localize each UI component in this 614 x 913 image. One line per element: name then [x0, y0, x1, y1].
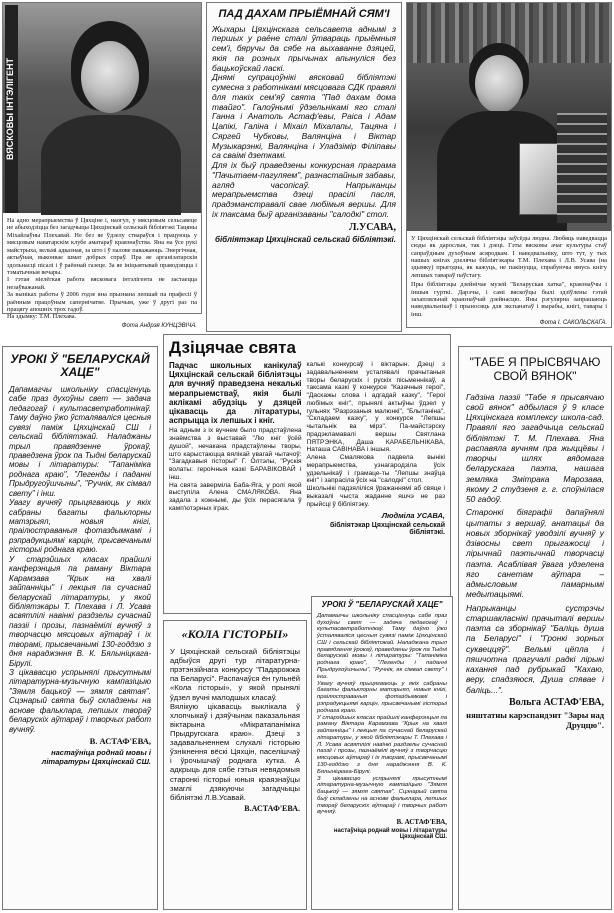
photo-caption: У Цяхцінскай сельскай бібліятэцы заўсёды людна. Любяць наведвацца сюды як дарослыя, так і дзеці. Гэты вясковы ачаг культуры стаў сапраўдным духоўным асяродкам. І наведвальніку, што тут, у тых нашых кнігах дзелячы бібліятэкары Т.М. Плехава і Л.В. Усава (на здымку) прыгодна, як кажуць, не пакінуцца, спрабуючы ямусь кнігу лепшых тавараў паўстагу. — [411, 235, 607, 279]
article-childrens-holiday — [163, 334, 451, 614]
article-body: Дапамагчы школьніку спасцігнуць сабе праз духоўны свет — задача педагогаў і культасветработнікаў. Таму даўно ўжо ўсталяваліся цесныя сувязі паміж Цяхцінскай СШ і сельскай бібліятэкай. Наладжана трыл правядзення ўрокаў, праведзены ўрок па Тыдні беларускай мовы і літаратуры: "Тапаніміка роднага краю", "Легенды і паданні Прыдругоўшчыны", "Ручнік, як сімвал свету" і інш. — [317, 612, 447, 680]
portrait-photo — [3, 3, 201, 213]
article-body-4: З цікавасцю успрынялі прысутнымі літаратурна-музычную кампазіцыю "Зямля бацькоў — зямля святая". Сцэнарый свята быў складзены на аснове фальклара, лепшых твораў беларускіх аўтараў і творчых работ вучняў. — [317, 775, 447, 816]
article-dedicate-wreath — [458, 346, 612, 910]
article-rural-intelligent — [2, 2, 202, 329]
author-name: Людміла УСАВА, — [381, 510, 445, 520]
author-role: бібліятэкар Цяхцінскай сельскай бібліятэкі. — [215, 234, 396, 244]
article-foster-family — [206, 2, 402, 332]
author-role: няштатны карэспандэнт "Зары над Друццю". — [466, 709, 604, 730]
librarian-face — [475, 55, 523, 113]
article-body: Гадзіна паэзіі "Табе я прысвячаю свой вянок" адбылася ў 9 класе Цяхцінскага комплексу школа-сад. Правялі яго загадчыца сельскай бібліятэкі Т. М. Плехава. Яна распавяла вучням пра жыццёвы і творчы шлях вядомага беларускага паэта, нашага земляка Змітрака Марозава, якому 2 студзеня г. г. споўнілася 50 гадоў. — [466, 391, 604, 505]
article-lead: Падчас школьных канікулаў Цяхцінскай сельскай бібліятэцы для вучняў праведзена некалькі мерапрыемстваў, якія былі аклікамі абудзіць у дзяцей цікавасць да літаратуры, аспрыцца іх лепшых і кніг. — [169, 361, 302, 426]
portrait-face — [81, 41, 139, 113]
article-body-2: Старонкі біяграфіі дапаўнялі цытаты з вершаў, анатацыі да новых зборнікаў уводзілі вучняў у дзівосны свет прыгажосці і лірычнай паэтычнай творчасці паэта. Асаблівая ўвага удзелена яго санетам аўтара – адмысловым памарнымі медытацыямі. — [466, 507, 604, 600]
article-lessons-left — [2, 346, 158, 910]
article-body: На адно мерапрыемства ў Цяхціне і, наогул, у мясцовым сельсавеце не абыходзіцца без загадчыцы Цяхцінскай сельскай бібліятэкі Тацяны Міхайлаўны Плехавай. Не без яе ўдзелу ствараўся і працуюць у мясцовым наватарскім клубе аматараў краязнаўства. Яна на ўсе рукі майстрыха, вельмі адказная, за што і ў палове паважаюць. Энергічная, актыўная, выконвае шмат добрых спраў. Пра яе арганізатарскія здольнасці пісалі і ў раённай газеце. За яе ініцыятывай праводзяцца і тэматычныя вечары. — [7, 217, 197, 276]
section-vertical-title: ВЯСКОВЫ ІНТЭЛІГЕНТ — [5, 5, 18, 213]
article-body-3: За выніках работы ў 2006 годзе яна прызнана лепшай па прафесіі ў раённым працоўным сапернічатве. Прычым, уже ў другі раз па працягу апошніх трох гадоў. — [7, 291, 197, 314]
photo-caption: На здымку: Т.М. Плехава. — [7, 313, 77, 321]
article-body-2: Вялікую цікавасць выклікала ў хлопчыкаў і дзяўчынак паказальная віктарына «Мікратапаніміка Прыдругскага краю». Дзеці з задавальненнем слухалі гісторыю ўзнікнення вёскі Цяхцін, паселішчаў і ўрочышчаў роднага кутка. А адкрыць для сябе гэтыя невядомыя старонкі гісторыі юныя краязнаўцы змаглі дзякуючы загадчыцы бібліятэкі Л.В.Усавай. — [170, 701, 300, 802]
article-title: УРОКІ Ў "БЕЛАРУСКАЙ ХАЦЕ" — [10, 352, 150, 380]
author-name: Л.УСАВА, — [349, 221, 396, 233]
author-name: В.АСТАФ'ЕВА. — [244, 803, 300, 813]
article-body-4: Алена Смалякова падвела вынікі мерапрыемства, узнагародзіла ўсіх удзельнікаў і грамаце-ты "Лепшы знаўца кніг" і запрасіла ўсіх на "салодкі" стол. — [306, 454, 445, 485]
article-title: ПАД ДАХАМ ПРЫЁМНАЙ СЯМ'І — [218, 8, 390, 20]
article-body-2: І гэтая ніелёгкая работа вясковага інтэлігента не застаецца незаўважанай. — [7, 276, 197, 291]
article-body-2: На свята заверміла Баба-Яга, у ролі якой выступіла Алена СМАЛЯКОВА. Яна задала з кожнымі, ды ўсіх перасягала ў камп'ютэрных іграх. — [169, 481, 302, 512]
author-name: В. АСТАФ'ЕВА, — [396, 818, 447, 827]
author-name: Вольга АСТАФ'ЕВА, — [509, 696, 604, 708]
article-body-3: Напрыканцы сустрэчы старшакласнікі прачыталі вершы паэта са зборнікаў "Баліць душа па Беларусі" і "Гронкі зорных суквеццяў". Вельмі цёпла і пяшчотна прагучалі радкі лірыкі кахання пад рубрыкай "Кахаю, веру, спадзяюся, Душа спявае і баліць...". — [466, 602, 604, 695]
article-wheel-of-history — [163, 620, 307, 910]
article-body-2: Днямі супрацоўнікі вясковай бібліятэкі сумесна з работнікамі мясцовага СДК правялі для такіх сем'яў свята "Пад дахам дома твайго". Галоўнымі ўдзельнікамі яго сталі Ганна і Анатоль Астаф'евы, Раіса і Адам Цапікі, Галіна і Міхаіл Міхалапы, Тацяна і Сяргей Чубковы, Валянціна і Віктар Музыкарэнкі, Валянціна і Уладзімір Філіпавы са сваімі дзеткамі. — [212, 72, 396, 161]
photo-credit: Фота І. САКОЛЬСКАГА. — [539, 319, 607, 326]
library-photo — [407, 3, 611, 231]
article-body-3: У старэйшых класах прайшлі канферэнцыя па раману Віктара Карамзава "Крык на хвалі зайпанніцы" і лекцыя па сучаснай беларускай літаратуры, у якой бібліятэкары Т. Плехава і Л. Усава асвятлілі навінкі раздзелы сучаснай паэзіі і прозы, пазнаёмілі вучняў з творчасцю мясцовых аўтараў і іх творамі, прысвечанымі 130-годдзю з дня нараджэння В. К. Бялыніцкага-Бірулі. — [9, 554, 151, 668]
article-title: УРОКІ Ў "БЕЛАРУСКАЙ ХАЦЕ" — [321, 600, 443, 609]
article-body-3: У старэйшых класах прайшлі канферэнцыя па раману Віктара Карамзава "Крык на хвалі зайпанніцы" і лекцыя па сучаснай беларускай літаратуры, у якой бібліятэкары Т. Плехава і Л. Усава асвятлілі навінкі раздзелы сучаснай паэзіі і прозы, пазнаёмілі вучняў з творчасцю мясцовых аўтараў і іх творамі, прысвечанымі 130-годдзю з дня нараджэння В. К. Бялыніцкага-Бірулі. — [317, 714, 447, 775]
article-title: «КОЛА ГІСТОРЫІ» — [181, 627, 289, 641]
photo-caption-2: Пры бібліятэцы дзейнічае музей "Беларуская хатка", краязнаўчы і іншыя гурткі. Дарэчы, і самі вяскоўцы былі здзіўлены гэтай захапляльнай краязнаўчай дзейнасцю. Яны рэгулярна запрашаюць наведвальнікаў і прыносяць для экспанатаў і вырабы, кнігі, тавары і інш. — [411, 281, 607, 318]
author-name: В. АСТАФ'ЕВА, — [89, 736, 151, 747]
article-body-2: Увагу вучняў прыцягваюць у якіх сабраны багаты фальклорны матэрыял, новыя кнігі, праілюстраваныя фотаздымкамі і рэпрадукцыямі карцін, прысвечанымі гісторыі роднага краю. — [9, 498, 151, 555]
article-body: Жыхары Цяхцінскага сельсавета аднымі з першых у раёне сталі ўтвараць прыёмныя сем'і, бяручы да сябе на выхаванне дзяцей, якія па розных прычынах апынуліся без бацькоўскай ласкі. — [212, 23, 396, 73]
author-role: настаўніца роднай мовы і літаратуры Цяхцінскай СШ. — [41, 748, 151, 767]
article-body-2: Увагу вучняў прыцягваюць у якіх сабраны багаты фальклорны матэрыял, новыя кнігі, праілюстраваныя фотаздымкамі і рэпрадукцыямі карцін, прысвечанымі гісторыі роднага краю. — [317, 680, 447, 714]
article-body-3: калькі конкурсаў і віктарын. Дзеці з задавальненнем усталявалі прачытаныя творы беларускіх і рускіх пісьменнікаў, а таксама казкі ў конкурсе "Казачныя героі", "Даскажы слова і адгадай казку", "Героі любімых кніг", прынялі актыўны ўдзел у гульнях "Разрэзаныя малюнкі", "Блытаніна", "Складаем казку", у конкурсе "Лепшы чытальнік ва мірэ". Па-майстэрску прадэкламавалі вершы Святлана ПЯТРЭНКА, Даша КАРАБЕЛЬНІКАВА, Наташа САВІНАВА і іншыя. — [306, 361, 445, 454]
article-body: На адным з іх вучнем было прадстаўлена знаёмства з выставай "Лю кніг ўсёй душой", нечакана прадстаўлены творы, што карыстаюцца вялікай увагай чытачоў: "Загадкавыя гісторыі" Г. Олтэлы, "Рускія волаты: героічныя казкі БАРАВІКОВАЙ і інш. — [169, 427, 302, 481]
article-body-5: Школьнікі падзяліліся ўражаннямі аб свяце і выказалі чыста жаданне яшчэ не раз прыйсці ў бібліятэку. — [306, 485, 445, 508]
article-body-3: Для іх быў праведзены конкурсная праграма "Пачытаем-пагуляем", разнастайныя забавы, агляд часопісаў. Напрыканцы мерапрыемства дзеці прасілі пасля, прадэманстравалі свае любімыя вершы. Для іх таксама быў арганізаваны "салодкі" стол. — [212, 160, 396, 219]
article-title: "ТАБЕ Я ПРЫСВЯЧАЮ СВОЙ ВЯНОК" — [469, 355, 601, 383]
article-lessons-middle — [311, 596, 453, 910]
author-role: настаўніца роднай мовы і літаратуры Цяхцінскай СШ. — [333, 828, 447, 841]
article-title: Дзіцячае свята — [169, 338, 296, 357]
article-body: Дапамагчы школьніку спасцігнуць сабе праз духоўны свет — задача педагогаў і культасветработнікаў. Таму даўно ўжо ўсталяваліся цесныя сувязі паміж Цяхцінскай СШ і сельскай бібліятэкай. Наладжаны трыл правядзенне ўрокаў, праведзена ўрок па Тыдні беларускай мовы і літаратуры: "Тапаніміка роднага краю", "Легенды і паданні Прыдругоўшчыны", "Ручнік, як сімвал свету" і інш. — [9, 384, 151, 498]
article-body-4: З цікавасцю успрынялі прысутнымі літаратурна-музычную кампазіцыю "Зямля бацькоў — зямля святая". Сцэнарый свята быў складзены на аснове фальклара, лепшых твораў беларускіх аўтараў і творчых работ вучняў. — [9, 668, 151, 734]
article-body: У Цяхцінскай сельскай бібліятэцы адбыўся другі тур літаратурна-прэтэнзійнага конкурсу "Падарожжа па Беларусі". Распачаўся ён гульнёй «Кола гісторыі», у якой прынялі ўдзел вучні малодшых класаў. — [170, 647, 300, 702]
photo-credit: Фота Андрэя КУНЦЭВІЧА. — [121, 322, 197, 329]
author-role: бібліятэкар Цяхцінскай сельскай бібліятэкі. — [329, 521, 445, 536]
article-library-photo — [406, 2, 612, 328]
